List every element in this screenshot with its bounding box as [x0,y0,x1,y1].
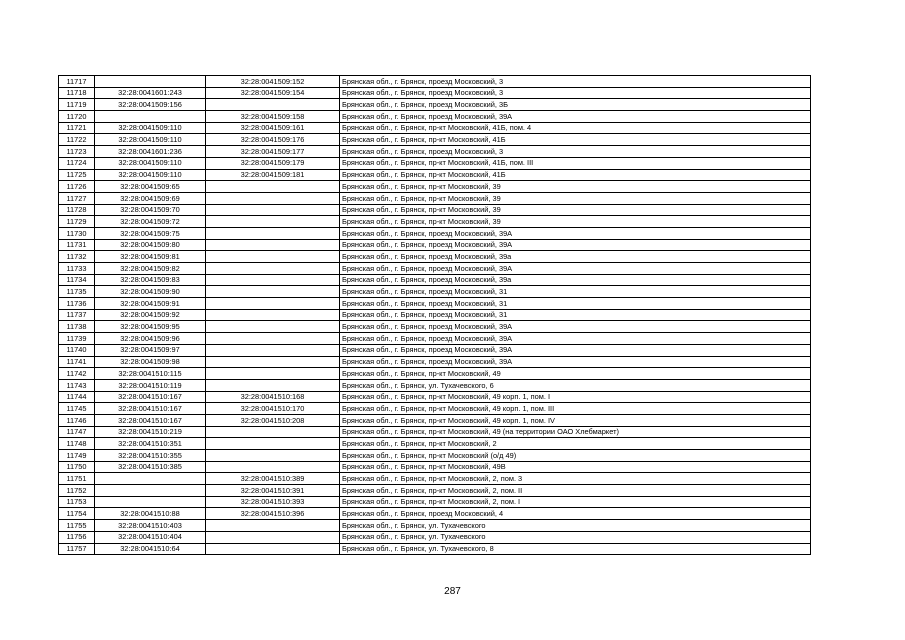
table-row [59,216,811,228]
address-cell: Брянская обл., г. Брянск, проезд Московский, 39А [340,263,811,275]
row-number-cell: 11741 [59,356,95,368]
row-number-cell: 11732 [59,251,95,263]
table-row [59,239,811,251]
object-cadastral-number-cell [206,298,340,310]
cadastral-number-cell: 32:28:0041509:98 [95,356,206,368]
address-cell: Брянская обл., г. Брянск, пр-кт Московский, 49В [340,461,811,473]
object-cadastral-number-cell [206,368,340,380]
cadastral-number-cell: 32:28:0041510:88 [95,508,206,520]
page-number: 287 [444,586,461,597]
object-cadastral-number-cell: 32:28:0041509:176 [206,134,340,146]
row-number-cell: 11723 [59,146,95,158]
table-row [59,543,811,555]
table-row [59,111,811,123]
object-cadastral-number-cell [206,543,340,555]
row-number-cell: 11736 [59,298,95,310]
cadastral-number-cell: 32:28:0041509:156 [95,99,206,111]
table-row [59,263,811,275]
cadastral-number-cell: 32:28:0041510:167 [95,403,206,415]
object-cadastral-number-cell: 32:28:0041509:179 [206,157,340,169]
cadastral-number-cell: 32:28:0041510:115 [95,368,206,380]
table-row [59,368,811,380]
row-number-cell: 11719 [59,99,95,111]
object-cadastral-number-cell: 32:28:0041510:396 [206,508,340,520]
table-row [59,426,811,438]
cadastral-number-cell: 32:28:0041509:110 [95,157,206,169]
row-number-cell: 11745 [59,403,95,415]
table-row [59,251,811,263]
object-cadastral-number-cell: 32:28:0041509:181 [206,169,340,181]
address-cell: Брянская обл., г. Брянск, пр-кт Московский, 41Б, пом. 4 [340,122,811,134]
table-row [59,157,811,169]
row-number-cell: 11742 [59,368,95,380]
cadastral-number-cell: 32:28:0041510:64 [95,543,206,555]
object-cadastral-number-cell [206,181,340,193]
address-cell: Брянская обл., г. Брянск, проезд Московский, 39А [340,333,811,345]
address-cell: Брянская обл., г. Брянск, проезд Московский, 3Б [340,99,811,111]
object-cadastral-number-cell [206,321,340,333]
table-row [59,403,811,415]
cadastral-table [58,75,811,555]
object-cadastral-number-cell [206,531,340,543]
cadastral-number-cell: 32:28:0041510:351 [95,438,206,450]
cadastral-number-cell: 32:28:0041509:96 [95,333,206,345]
table-row [59,87,811,99]
table-row [59,227,811,239]
row-number-cell: 11718 [59,87,95,99]
row-number-cell: 11743 [59,379,95,391]
table-row [59,473,811,485]
cadastral-number-cell: 32:28:0041509:83 [95,274,206,286]
address-cell: Брянская обл., г. Брянск, ул. Тухачевского [340,520,811,532]
cadastral-number-cell: 32:28:0041509:92 [95,309,206,321]
cadastral-number-cell: 32:28:0041509:75 [95,227,206,239]
cadastral-number-cell: 32:28:0041510:219 [95,426,206,438]
object-cadastral-number-cell: 32:28:0041509:158 [206,111,340,123]
row-number-cell: 11734 [59,274,95,286]
cadastral-number-cell [95,76,206,88]
table-row [59,414,811,426]
table-row [59,391,811,403]
cadastral-number-cell: 32:28:0041510:355 [95,450,206,462]
address-cell: Брянская обл., г. Брянск, проезд Московский, 39А [340,111,811,123]
table-row [59,461,811,473]
table-row [59,496,811,508]
cadastral-number-cell: 32:28:0041509:97 [95,344,206,356]
row-number-cell: 11721 [59,122,95,134]
table-row [59,356,811,368]
address-cell: Брянская обл., г. Брянск, пр-кт Московский, 49 (на территории ОАО Хлебмаркет) [340,426,811,438]
table-row [59,99,811,111]
row-number-cell: 11717 [59,76,95,88]
table-row [59,520,811,532]
object-cadastral-number-cell [206,204,340,216]
address-cell: Брянская обл., г. Брянск, проезд Московский, 39А [340,321,811,333]
row-number-cell: 11724 [59,157,95,169]
object-cadastral-number-cell [206,438,340,450]
address-cell: Брянская обл., г. Брянск, пр-кт Московский, 39 [340,216,811,228]
row-number-cell: 11726 [59,181,95,193]
cadastral-number-cell: 32:28:0041509:91 [95,298,206,310]
table-row [59,321,811,333]
address-cell: Брянская обл., г. Брянск, проезд Московский, 31 [340,286,811,298]
object-cadastral-number-cell [206,216,340,228]
row-number-cell: 11731 [59,239,95,251]
address-cell: Брянская обл., г. Брянск, ул. Тухачевского, 6 [340,379,811,391]
address-cell: Брянская обл., г. Брянск, проезд Московский, 3 [340,146,811,158]
row-number-cell: 11720 [59,111,95,123]
table-row [59,192,811,204]
row-number-cell: 11727 [59,192,95,204]
row-number-cell: 11729 [59,216,95,228]
row-number-cell: 11748 [59,438,95,450]
table-row [59,344,811,356]
table-row [59,181,811,193]
cadastral-number-cell: 32:28:0041509:81 [95,251,206,263]
address-cell: Брянская обл., г. Брянск, проезд Московский, 3 [340,76,811,88]
object-cadastral-number-cell [206,239,340,251]
cadastral-number-cell: 32:28:0041601:236 [95,146,206,158]
object-cadastral-number-cell: 32:28:0041510:168 [206,391,340,403]
address-cell: Брянская обл., г. Брянск, проезд Московский, 3 [340,87,811,99]
table-row [59,485,811,497]
table-row [59,286,811,298]
table-row [59,122,811,134]
address-cell: Брянская обл., г. Брянск, ул. Тухачевского, 8 [340,543,811,555]
table-row [59,204,811,216]
row-number-cell: 11722 [59,134,95,146]
address-cell: Брянская обл., г. Брянск, пр-кт Московский, 39 [340,192,811,204]
row-number-cell: 11749 [59,450,95,462]
address-cell: Брянская обл., г. Брянск, проезд Московский, 39а [340,274,811,286]
cadastral-number-cell: 32:28:0041509:65 [95,181,206,193]
row-number-cell: 11739 [59,333,95,345]
cadastral-number-cell: 32:28:0041509:110 [95,122,206,134]
object-cadastral-number-cell [206,274,340,286]
object-cadastral-number-cell [206,520,340,532]
object-cadastral-number-cell: 32:28:0041510:389 [206,473,340,485]
table-row [59,438,811,450]
row-number-cell: 11757 [59,543,95,555]
cadastral-number-cell: 32:28:0041510:404 [95,531,206,543]
address-cell: Брянская обл., г. Брянск, пр-кт Московский, 2 [340,438,811,450]
address-cell: Брянская обл., г. Брянск, проезд Московский, 39а [340,251,811,263]
address-cell: Брянская обл., г. Брянск, пр-кт Московский, 49 корп. 1, пом. IV [340,414,811,426]
object-cadastral-number-cell [206,251,340,263]
table-row [59,333,811,345]
address-cell: Брянская обл., г. Брянск, проезд Московский, 39А [340,356,811,368]
table-row [59,146,811,158]
address-cell: Брянская обл., г. Брянск, пр-кт Московский, 41Б, пом. III [340,157,811,169]
address-cell: Брянская обл., г. Брянск, пр-кт Московский, 39 [340,204,811,216]
address-cell: Брянская обл., г. Брянск, пр-кт Московский, 2, пом. II [340,485,811,497]
address-cell: Брянская обл., г. Брянск, пр-кт Московский, 49 [340,368,811,380]
cadastral-number-cell: 32:28:0041509:72 [95,216,206,228]
table-row [59,298,811,310]
cadastral-number-cell: 32:28:0041509:69 [95,192,206,204]
object-cadastral-number-cell [206,227,340,239]
object-cadastral-number-cell [206,99,340,111]
address-cell: Брянская обл., г. Брянск, проезд Московский, 4 [340,508,811,520]
address-cell: Брянская обл., г. Брянск, пр-кт Московский, 39 [340,181,811,193]
cadastral-number-cell: 32:28:0041509:80 [95,239,206,251]
cadastral-number-cell: 32:28:0041510:385 [95,461,206,473]
row-number-cell: 11728 [59,204,95,216]
address-cell: Брянская обл., г. Брянск, проезд Московский, 39А [340,239,811,251]
address-cell: Брянская обл., г. Брянск, пр-кт Московский, 2, пом. I [340,496,811,508]
row-number-cell: 11756 [59,531,95,543]
address-cell: Брянская обл., г. Брянск, ул. Тухачевского [340,531,811,543]
object-cadastral-number-cell: 32:28:0041510:170 [206,403,340,415]
cadastral-number-cell: 32:28:0041509:110 [95,169,206,181]
object-cadastral-number-cell [206,192,340,204]
table-row [59,531,811,543]
address-cell: Брянская обл., г. Брянск, пр-кт Московский, 49 корп. 1, пом. I [340,391,811,403]
object-cadastral-number-cell [206,379,340,391]
row-number-cell: 11755 [59,520,95,532]
cadastral-number-cell: 32:28:0041509:90 [95,286,206,298]
row-number-cell: 11747 [59,426,95,438]
row-number-cell: 11733 [59,263,95,275]
object-cadastral-number-cell [206,263,340,275]
object-cadastral-number-cell: 32:28:0041509:154 [206,87,340,99]
object-cadastral-number-cell [206,461,340,473]
address-cell: Брянская обл., г. Брянск, проезд Московский, 31 [340,298,811,310]
address-cell: Брянская обл., г. Брянск, пр-кт Московский, 2, пом. 3 [340,473,811,485]
object-cadastral-number-cell [206,450,340,462]
cadastral-number-cell [95,111,206,123]
cadastral-number-cell: 32:28:0041509:70 [95,204,206,216]
object-cadastral-number-cell [206,426,340,438]
cadastral-number-cell [95,485,206,497]
table-row [59,76,811,88]
address-cell: Брянская обл., г. Брянск, пр-кт Московский, 41Б [340,169,811,181]
row-number-cell: 11737 [59,309,95,321]
row-number-cell: 11751 [59,473,95,485]
row-number-cell: 11730 [59,227,95,239]
table-row [59,508,811,520]
row-number-cell: 11744 [59,391,95,403]
address-cell: Брянская обл., г. Брянск, проезд Московский, 39А [340,344,811,356]
row-number-cell: 11738 [59,321,95,333]
object-cadastral-number-cell: 32:28:0041510:393 [206,496,340,508]
row-number-cell: 11752 [59,485,95,497]
table-row [59,450,811,462]
address-cell: Брянская обл., г. Брянск, пр-кт Московский, 41Б [340,134,811,146]
object-cadastral-number-cell [206,344,340,356]
table-row [59,309,811,321]
cadastral-number-cell: 32:28:0041510:403 [95,520,206,532]
row-number-cell: 11754 [59,508,95,520]
object-cadastral-number-cell [206,286,340,298]
cadastral-number-cell: 32:28:0041509:95 [95,321,206,333]
address-cell: Брянская обл., г. Брянск, пр-кт Московский (о/д 49) [340,450,811,462]
table-row [59,169,811,181]
object-cadastral-number-cell: 32:28:0041509:152 [206,76,340,88]
address-cell: Брянская обл., г. Брянск, проезд Московский, 31 [340,309,811,321]
cadastral-number-cell: 32:28:0041601:243 [95,87,206,99]
cadastral-number-cell: 32:28:0041509:110 [95,134,206,146]
object-cadastral-number-cell: 32:28:0041510:391 [206,485,340,497]
cadastral-number-cell: 32:28:0041510:167 [95,414,206,426]
object-cadastral-number-cell: 32:28:0041510:208 [206,414,340,426]
row-number-cell: 11750 [59,461,95,473]
cadastral-number-cell: 32:28:0041510:119 [95,379,206,391]
table-row [59,274,811,286]
row-number-cell: 11725 [59,169,95,181]
row-number-cell: 11735 [59,286,95,298]
table-row [59,134,811,146]
cadastral-number-cell [95,496,206,508]
row-number-cell: 11753 [59,496,95,508]
row-number-cell: 11740 [59,344,95,356]
cadastral-table-body [59,76,811,555]
object-cadastral-number-cell [206,356,340,368]
object-cadastral-number-cell: 32:28:0041509:161 [206,122,340,134]
table-row [59,379,811,391]
address-cell: Брянская обл., г. Брянск, пр-кт Московский, 49 корп. 1, пом. III [340,403,811,415]
cadastral-number-cell [95,473,206,485]
cadastral-number-cell: 32:28:0041509:82 [95,263,206,275]
address-cell: Брянская обл., г. Брянск, проезд Московский, 39А [340,227,811,239]
object-cadastral-number-cell: 32:28:0041509:177 [206,146,340,158]
object-cadastral-number-cell [206,309,340,321]
object-cadastral-number-cell [206,333,340,345]
cadastral-number-cell: 32:28:0041510:167 [95,391,206,403]
row-number-cell: 11746 [59,414,95,426]
